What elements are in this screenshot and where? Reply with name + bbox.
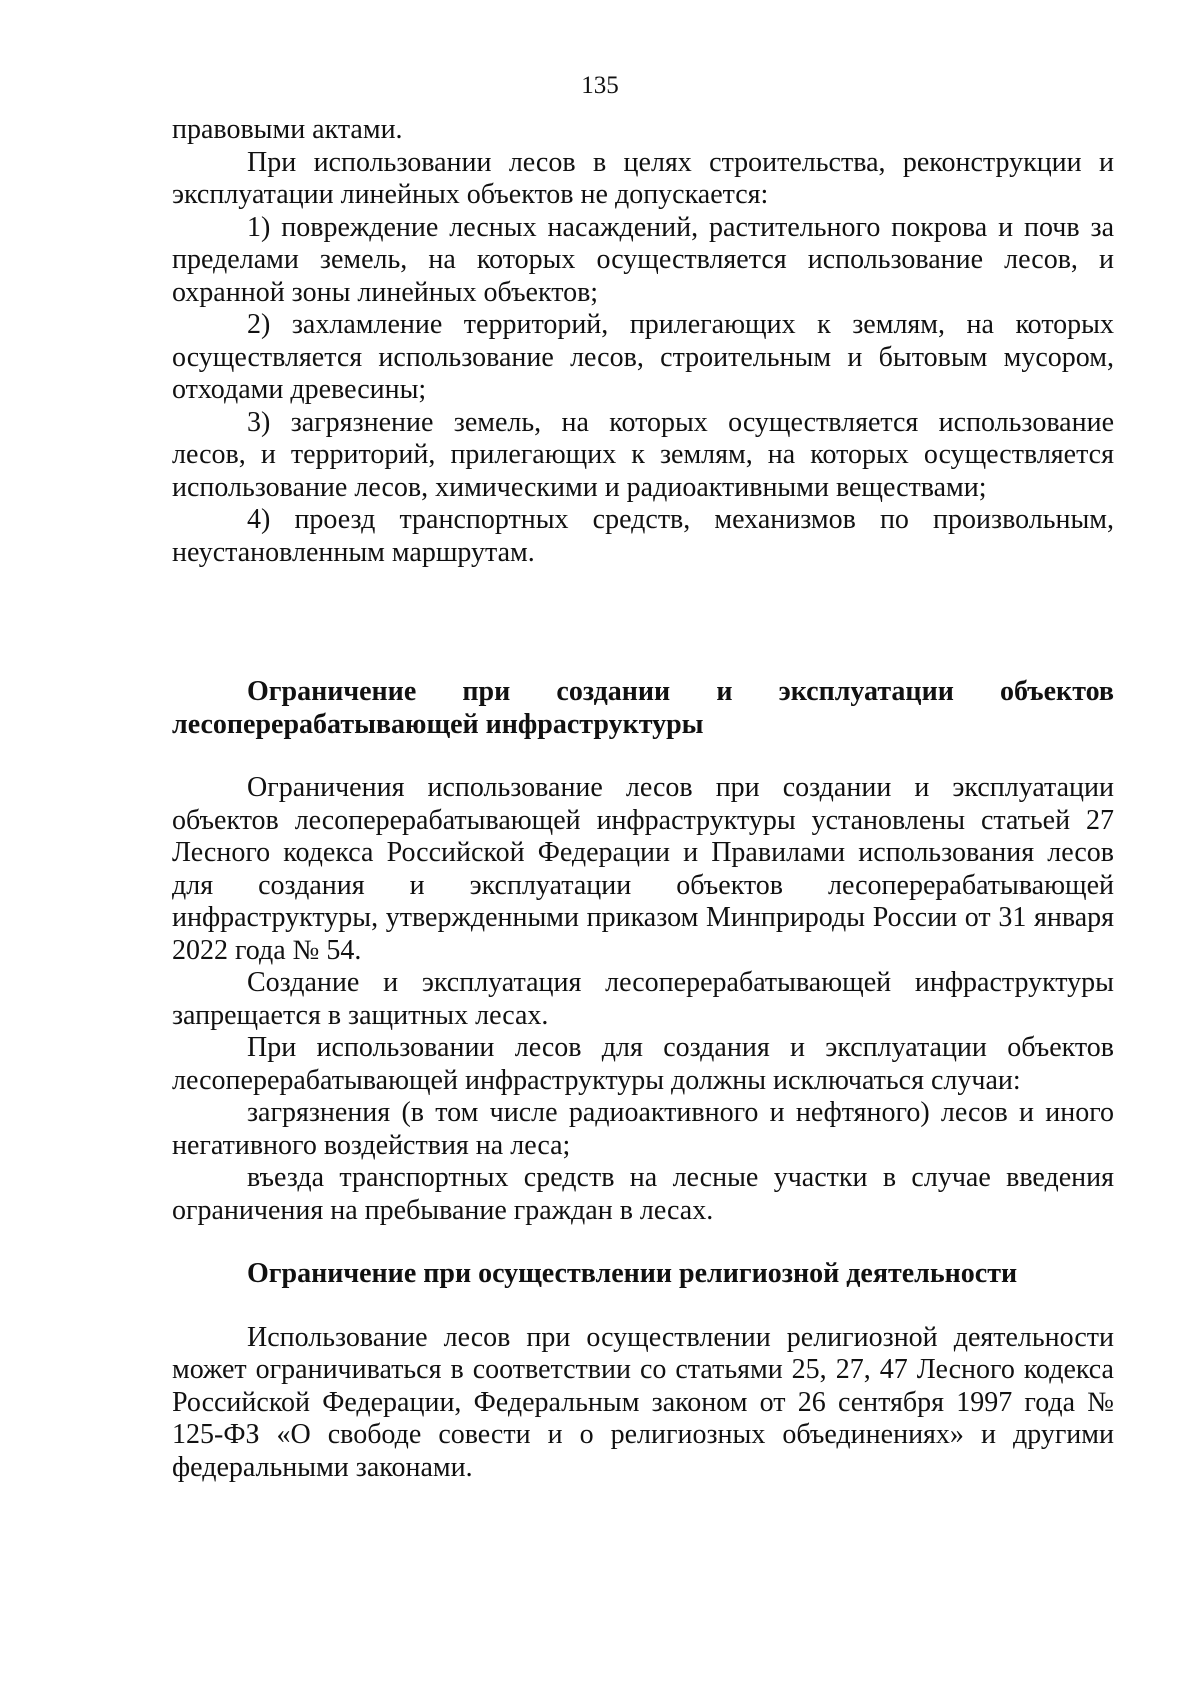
paragraph-excluded-cases: При использовании лесов для создания и эксплуатации объектов лесоперерабатывающей инфраструктуры должны исключаться случаи: (172, 1032, 1114, 1096)
page-number: 135 (581, 72, 619, 99)
spacer (172, 569, 1114, 676)
page-body (172, 114, 1114, 1484)
paragraph-wood-processing-rules: Ограничения использование лесов при создании и эксплуатации объектов лесоперерабатывающей инфраструктуры установлены статьей 27 Лесного кодекса Российской Федерации и Правилами использования лесов для создания и эксплуатации объектов лесоперерабатывающей инфраструктуры, утвержденными приказом Минприроды России от 31 января 2022 года № 54. (172, 772, 1114, 966)
paragraph-linear-objects-intro: При использовании лесов в целях строительства, реконструкции и эксплуатации линейных объектов не допускается: (172, 146, 1114, 210)
section-heading-wood-processing: Ограничение при создании и эксплуатации объектов лесоперерабатывающей инфраструктуры (172, 676, 1114, 740)
paragraph-protected-forests: Создание и эксплуатация лесоперерабатывающей инфраструктуры запрещается в защитных лесах. (172, 967, 1114, 1031)
paragraph-continuation: правовыми актами. (172, 114, 403, 145)
spacer (172, 741, 1114, 772)
paragraph-pollution: загрязнения (в том числе радиоактивного и нефтяного) лесов и иного негативного воздействия на леса; (172, 1097, 1114, 1161)
section-heading-religious-activity: Ограничение при осуществлении религиозной деятельности (247, 1258, 1018, 1289)
paragraph-vehicle-entry: въезда транспортных средств на лесные участки в случае введения ограничения на пребывание граждан в лесах. (172, 1162, 1114, 1226)
paragraph-religious-activity: Использование лесов при осуществлении религиозной деятельности может ограничиваться в соответствии со статьями 25, 27, 47 Лесного кодекса Российской Федерации, Федеральным законом от 26 сентября 1997 года № 125-ФЗ «О свободе совести и о религиозных объединениях» и другими федеральными законами. (172, 1321, 1114, 1483)
spacer (172, 1227, 1114, 1258)
list-item-4: 4) проезд транспортных средств, механизмов по произвольным, неустановленным маршрутам. (172, 504, 1114, 568)
list-item-2: 2) захламление территорий, прилегающих к землям, на которых осуществляется использование лесов, строительным и бытовым мусором, отходами древесины; (172, 309, 1114, 405)
list-item-1: 1) повреждение лесных насаждений, растительного покрова и почв за пределами земель, на которых осуществляется использование лесов, и охранной зоны линейных объектов; (172, 211, 1114, 308)
list-item-3: 3) загрязнение земель, на которых осуществляется использование лесов, и территорий, прилегающих к землям, на которых осуществляется использование лесов, химическими и радиоактивными веществами; (172, 406, 1114, 503)
spacer (172, 1291, 1114, 1322)
